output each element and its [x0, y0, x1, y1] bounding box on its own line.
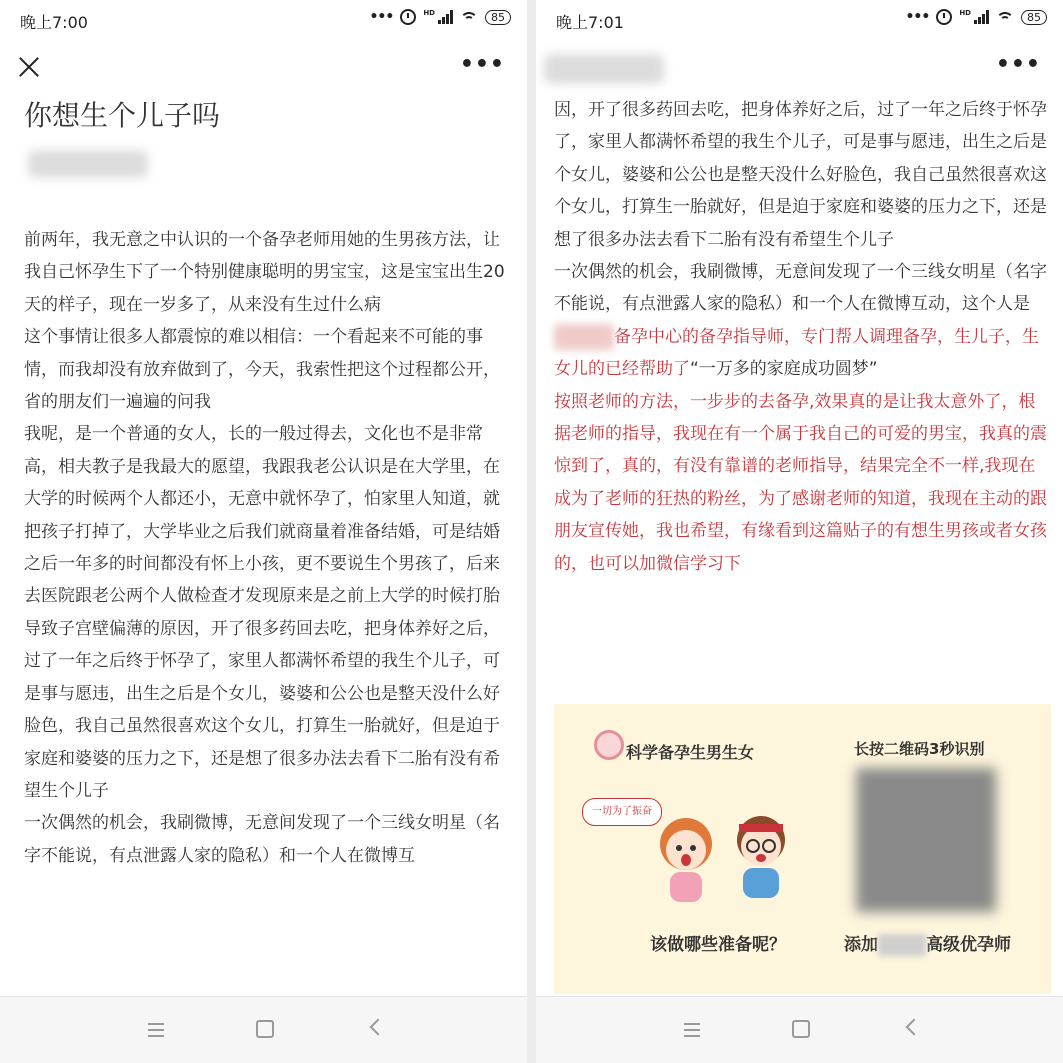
more-options-icon[interactable]: ••• [995, 52, 1041, 77]
status-time: 晚上7:00 [20, 13, 88, 32]
article-title: 你想生个儿子吗 [24, 99, 221, 132]
speech-bubble: 一切为了振奋 [582, 798, 662, 826]
paragraph: 前两年，我无意之中认识的一个备孕老师用她的生男孩方法，让我自己怀孕生下了一个特别健康聪明的男宝宝，这是宝宝出生20天的样子，现在一岁多了，从来没有生过什么病 [24, 230, 505, 315]
cartoon-boy-icon [719, 804, 801, 910]
promo-left-title: 科学备孕生男生女 [626, 743, 755, 762]
promo-add-teacher [844, 930, 1011, 956]
paragraph: 一次偶然的机会，我刷微博，无意间发现了一个三线女明星（名字不能说，有点泄露人家的隐私）和一个人在微博互 [24, 813, 500, 866]
paragraph: 因，开了很多药回去吃，把身体养好之后，过了一年之后终于怀孕了，家里人都满怀希望的我生个儿子，可是事与愿违，出生之后是个女儿，婆婆和公公也是整天没什么好脸色，我自己虽然很喜欢这个女儿，打算生一胎就好，但是迫于家庭和婆婆的压力之下，还是想了很多办法去看下二胎有没有希望生个儿子 [554, 100, 1047, 250]
status-bar [536, 0, 1063, 40]
navigation-bar [536, 996, 1063, 1063]
wifi-icon [996, 10, 1014, 24]
home-icon[interactable] [792, 1020, 810, 1038]
status-icons [905, 9, 1047, 25]
cartoon-girl-icon [646, 810, 726, 910]
paragraph: 这个事情让很多人都震惊的难以相信：一个看起来不可能的事情，而我却没有放弃做到了，今天，我索性把这个过程都公开，省的朋友们一遍遍的问我 [24, 327, 500, 413]
highlighted-paragraph: 按照老师的方法，一步步的去备孕,效果真的是让我太意外了，根据老师的指导，我现在有一个属于我自己的可爱的男宝，我真的震惊到了，真的，有没有靠谱的老师指导，结果完全不一样,我现在成为了老师的狂热的粉丝，为了感谢老师的知道，我现在主动的跟朋友宣传她，我也希望，有缘看到这篇贴子的有想生男孩或者女孩的，也可以加微信学习下 [554, 391, 1047, 574]
notification-dots-icon: ••• [369, 9, 394, 25]
status-icons [369, 9, 511, 25]
highlighted-text: 备孕中心的备孕指导师，专门帮人调理备孕，生儿子，生女儿的已经帮助了 [554, 326, 1039, 380]
status-bar [0, 0, 527, 40]
paragraph-text: “一万多的家庭成功圆梦” [690, 359, 878, 380]
menu-icon[interactable] [684, 1023, 700, 1041]
article-body [24, 224, 508, 872]
back-icon[interactable] [370, 1019, 387, 1036]
blurred-name [878, 934, 926, 956]
battery-icon: 85 [1021, 10, 1047, 25]
close-icon[interactable] [16, 54, 42, 80]
alarm-icon [936, 9, 952, 25]
battery-icon: 85 [485, 10, 511, 25]
paragraph: 我呢，是一个普通的女人，长的一般过得去，文化也不是非常高，相夫教子是我最大的愿望，我跟我老公认识是在大学里，在大学的时候两个人都还小，无意中就怀孕了，怕家里人知道，就把孩子打掉了，大学毕业之后我们就商量着准备结婚，可是结婚之后一年多的时间都没有怀上小孩，更不要说生个男孩了，后来去医院跟老公两个人做检查才发现原来是之前上大学的时候打胎导致子宫壁偏薄的原因，开了很多药回去吃，把身体养好之后，过了一年之后终于怀孕了，家里人都满怀希望的我生个儿子，可是事与愿违，出生之后是个女儿，婆婆和公公也是整天没什么好脸色，我自己虽然很喜欢这个女儿，打算生一胎就好，但是迫于家庭和婆婆的压力之下，还是想了很多办法去看下二胎有没有希望生个儿子 [24, 424, 500, 801]
home-icon[interactable] [256, 1020, 274, 1038]
alarm-icon [400, 9, 416, 25]
back-icon[interactable] [906, 1019, 923, 1036]
promo-add-suffix: 高级优孕师 [926, 935, 1011, 955]
navigation-bar [0, 996, 527, 1063]
wifi-icon [460, 10, 478, 24]
status-time: 晚上7:01 [556, 13, 624, 32]
signal-icon [438, 10, 453, 24]
hd-icon: HD [959, 9, 971, 17]
promo-image [554, 704, 1051, 994]
paragraph [554, 256, 1048, 386]
menu-icon[interactable] [148, 1023, 164, 1041]
promo-question: 该做哪些准备呢？ [650, 935, 786, 955]
phone-screen-right [536, 0, 1063, 1063]
phone-screen-left [0, 0, 527, 1063]
hd-icon: HD [423, 9, 435, 17]
author-blurred [28, 150, 148, 178]
account-name-blurred [544, 54, 664, 84]
article-body [554, 94, 1048, 580]
notification-dots-icon: ••• [905, 9, 930, 25]
qr-code-blurred[interactable] [856, 768, 996, 912]
more-options-icon[interactable]: ••• [459, 52, 505, 77]
pacifier-icon [594, 730, 624, 760]
promo-add-prefix: 添加 [844, 935, 878, 955]
blurred-name [554, 324, 614, 350]
paragraph-text: 一次偶然的机会，我刷微博，无意间发现了一个三线女明星（名字不能说，有点泄露人家的隐私）和一个人在微博互动，这个人是 [554, 262, 1047, 315]
signal-icon [974, 10, 989, 24]
promo-right-title: 长按二维码3秒识别 [854, 740, 985, 758]
